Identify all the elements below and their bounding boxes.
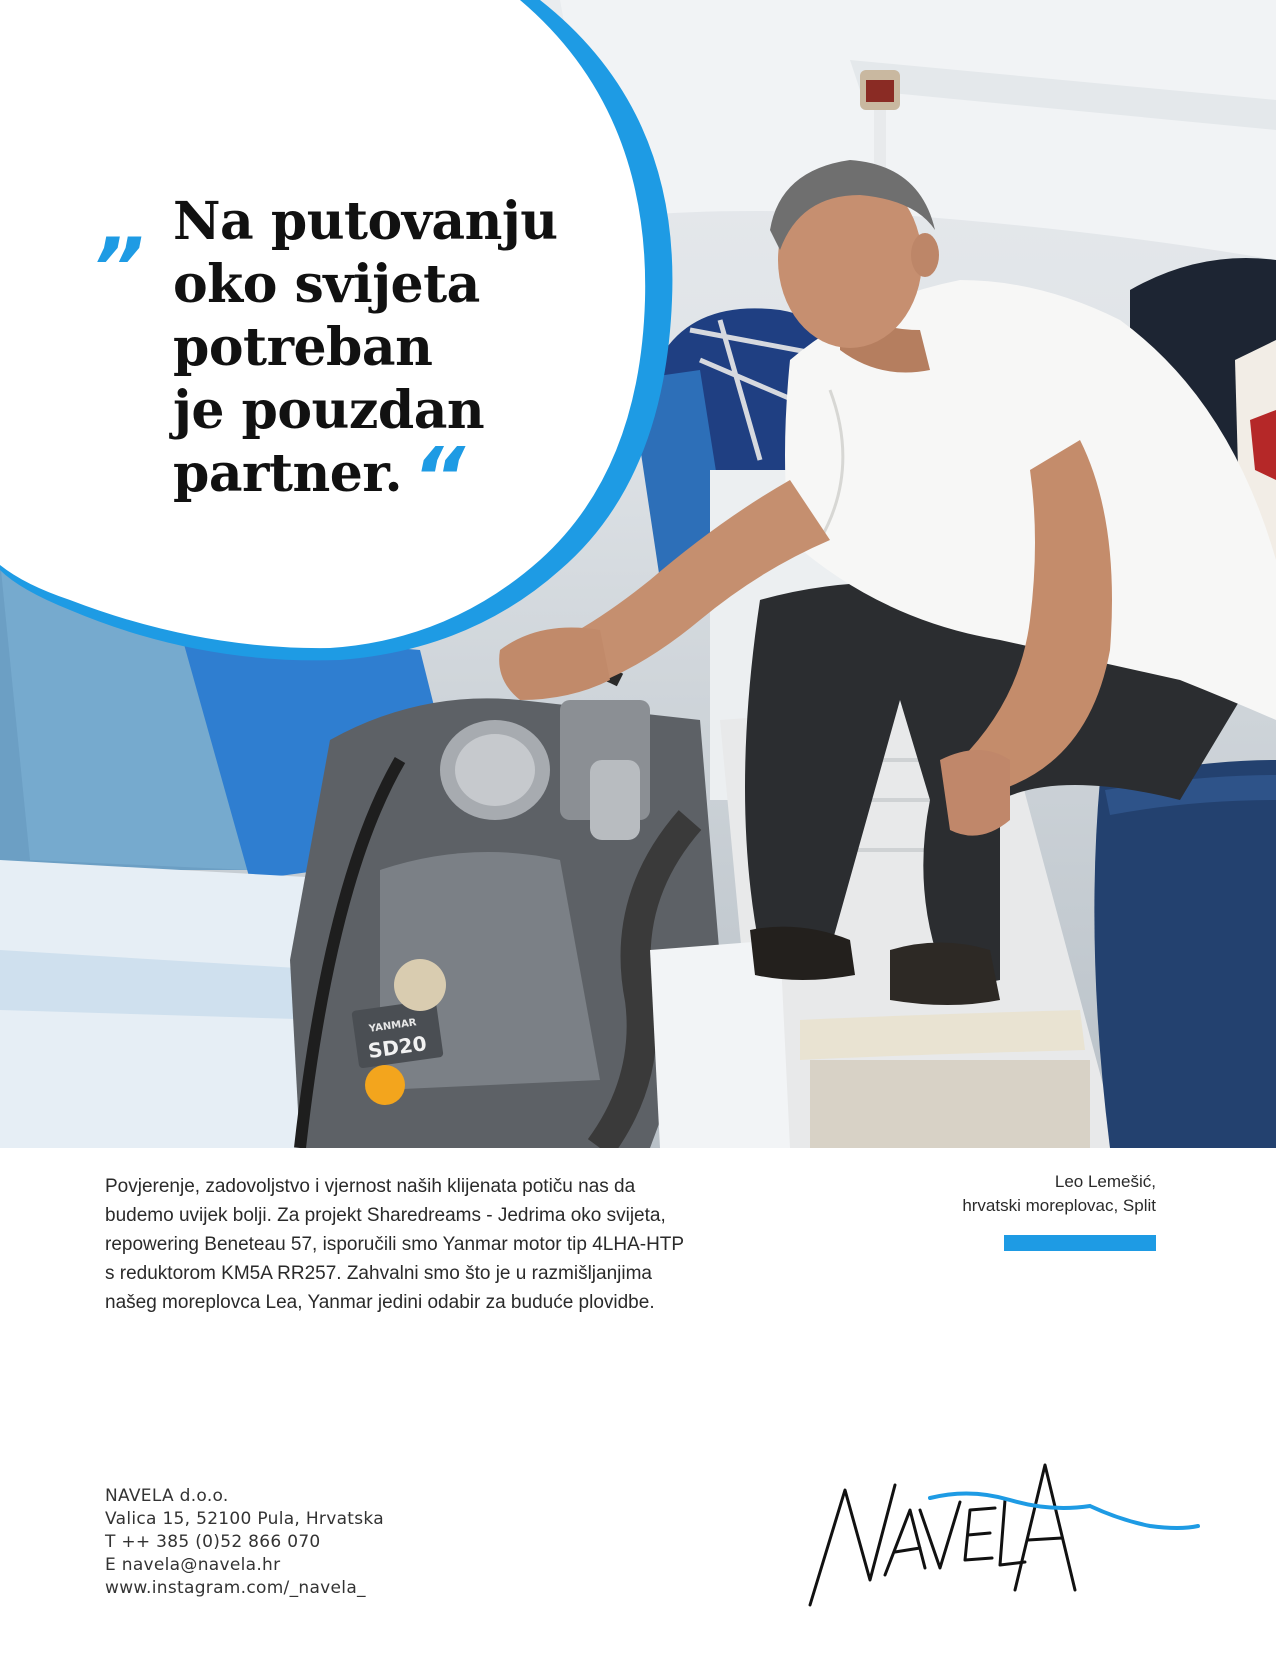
quote-line-5-wrapper (100, 431, 620, 526)
headline-quote (100, 177, 620, 526)
caption-name: Leo Lemešić, (1054, 1172, 1156, 1191)
quote-line-2: oko svijeta (173, 254, 480, 315)
quote-line-5: partner. (173, 443, 403, 504)
quote-line-3: potreban (173, 317, 433, 378)
quote-line-4: je pouzdan (173, 380, 485, 441)
photo-caption (816, 1170, 1156, 1218)
close-quote-mark: “ (412, 431, 459, 526)
caption-role: hrvatski moreplovac, Split (962, 1196, 1156, 1215)
engine-model-label: SD20 (366, 1031, 429, 1064)
contact-block (105, 1485, 525, 1600)
company-phone[interactable]: T ++ 385 (0)52 866 070 (105, 1532, 321, 1552)
engine-brand-label: YANMAR (368, 1017, 418, 1035)
company-email[interactable]: E navela@navela.hr (105, 1555, 281, 1575)
company-address: Valica 15, 52100 Pula, Hrvatska (105, 1509, 384, 1529)
body-paragraph: Povjerenje, zadovoljstvo i vjernost naših klijenata potiču nas da budemo uvijek bolji. Za projekt Sharedreams - Jedrima oko svijeta, repowering Beneteau 57, isporučili smo Yanmar motor tip 4LHA-HTP s reduktorom KM5A RR257. Zahvalni smo što je u razmišljanjima našeg moreplovca Lea, Yanmar jedini odabir za buduće plovidbe. (105, 1176, 684, 1313)
accent-bar (1004, 1235, 1156, 1251)
company-name: NAVELA d.o.o. (105, 1486, 229, 1506)
company-instagram[interactable]: www.instagram.com/_navela_ (105, 1578, 366, 1598)
quote-line-1: Na putovanju (173, 191, 558, 252)
open-quote-mark: „ (100, 177, 147, 272)
navela-logo (800, 1440, 1210, 1610)
